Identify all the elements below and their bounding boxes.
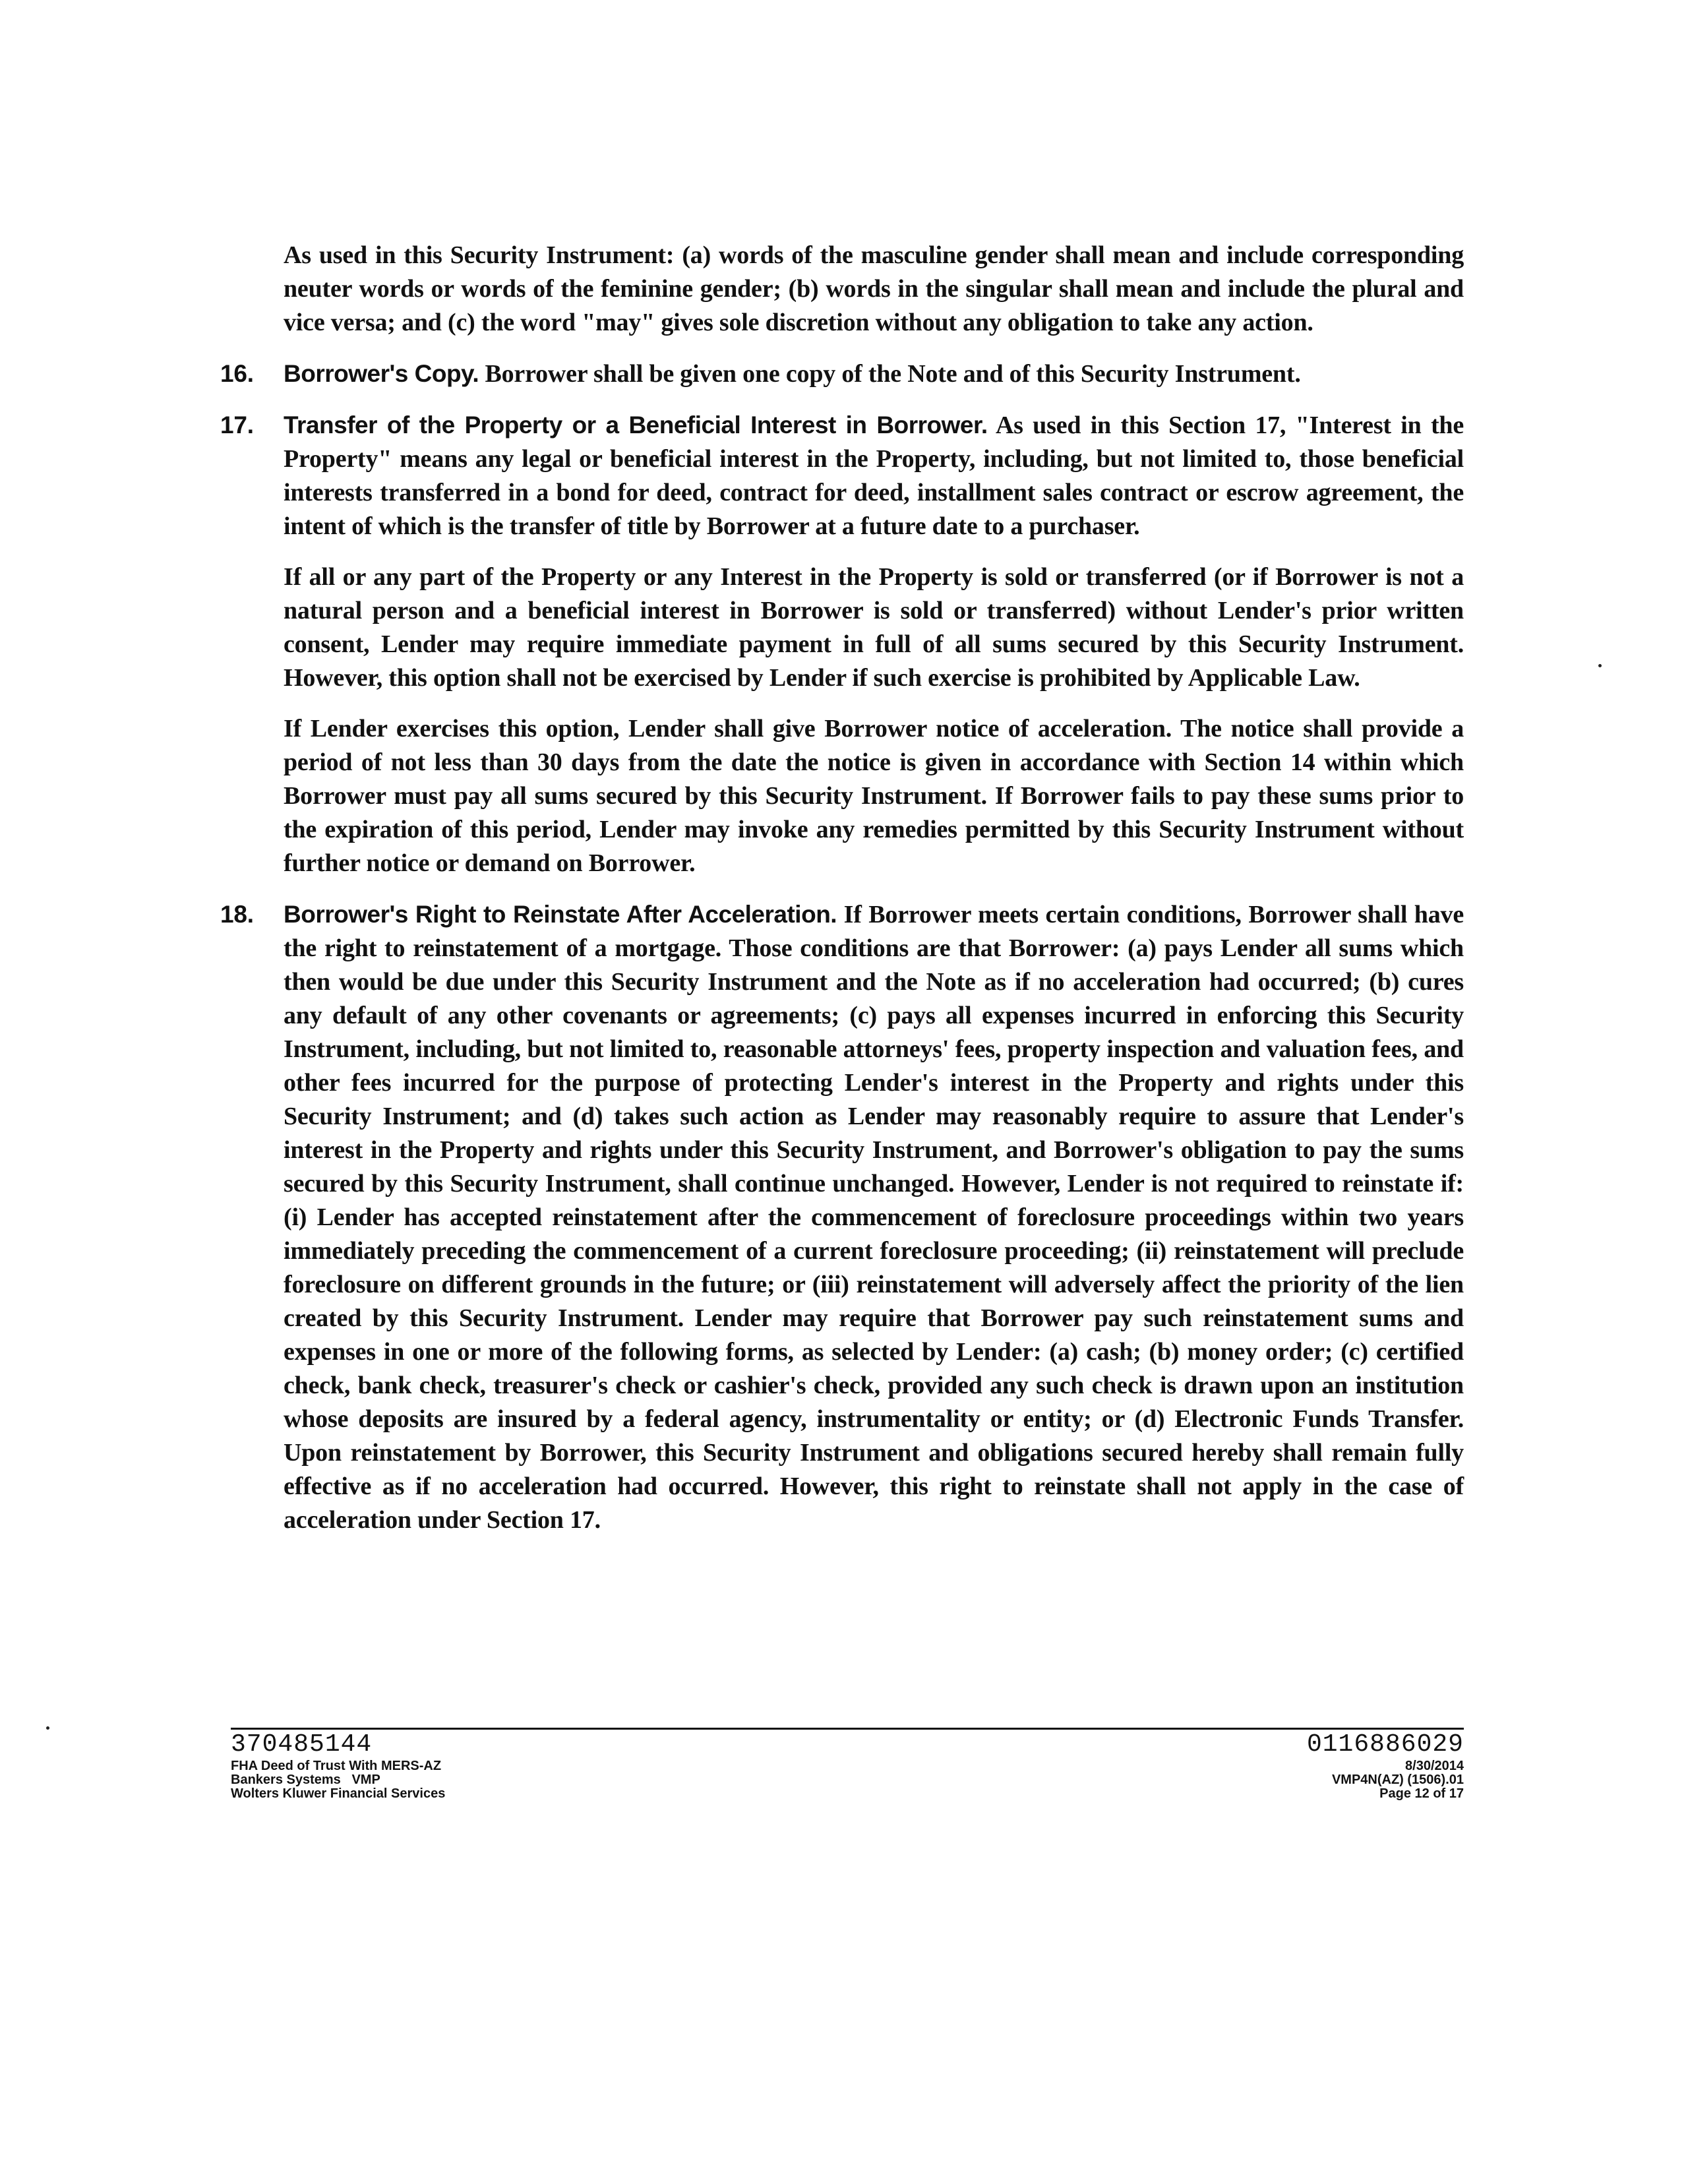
- footer-loan-number: 370485144: [231, 1730, 373, 1759]
- footer-left: [231, 1730, 445, 1801]
- section-17: [220, 408, 1464, 880]
- footer-form-name: FHA Deed of Trust With MERS-AZ: [231, 1759, 442, 1773]
- footer-date: 8/30/2014: [1405, 1759, 1464, 1773]
- section-paragraph: [284, 357, 1464, 391]
- section-text: Borrower shall be given one copy of the Note and of this Security Instrument.: [479, 360, 1301, 388]
- footer-systems: Bankers Systems VMP: [231, 1773, 380, 1787]
- section-number: 18.: [220, 901, 254, 928]
- document-body: [220, 239, 1464, 1537]
- section-heading: Borrower's Right to Reinstate After Acceleration.: [284, 901, 837, 928]
- footer-rule: [231, 1728, 1464, 1730]
- section-16: [220, 357, 1464, 391]
- section-heading: Borrower's Copy.: [284, 360, 479, 387]
- intro-paragraph: As used in this Security Instrument: (a) words of the masculine gender shall mean and include corresponding neuter words or words of the feminine gender; (b) words in the singular shall mean and include the plural and vice versa; and (c) the word "may" gives sole discretion without any obligation to take any action.: [284, 241, 1464, 336]
- section-text: If Borrower meets certain conditions, Borrower shall have the right to reinstatement of a mortgage. Those conditions are that Borrower: (a) pays Lender all sums which then would be due under this Security Instrument and the Note as if no acceleration had occurred; (b) cures any default of any other covenants or agreements; (c) pays all expenses incurred in enforcing this Security Instrument, including, but not limited to, reasonable attorneys' fees, property inspection and valuation fees, and other fees incurred for the purpose of protecting Lender's interest in the Property and rights under this Security Instrument; and (d) takes such action as Lender may reasonably require to assure that Lender's interest in the Property and rights under this Security Instrument, and Borrower's obligation to pay the sums secured by this Security Instrument, shall continue unchanged. However, Lender is not required to reinstate if: (i) Lender has accepted reinstatement after the commencement of foreclosure proceedings within two years immediately preceding the commencement of a current foreclosure proceeding; (ii) reinstatement will preclude foreclosure on different grounds in the future; or (iii) reinstatement will adversely affect the priority of the lien created by this Security Instrument. Lender may require that Borrower pay such reinstatement sums and expenses in one or more of the following forms, as selected by Lender: (a) cash; (b) money order; (c) certified check, bank check, treasurer's check or cashier's check, provided any such check is drawn upon an institution whose deposits are insured by a federal agency, instrumentality or entity; or (d) Electronic Funds Transfer. Upon reinstatement by Borrower, this Security Instrument and obligations secured hereby shall remain fully effective as if no acceleration had occurred. However, this right to reinstate shall not apply in the case of acceleration under Section 17.: [284, 901, 1464, 1534]
- section-paragraph: [284, 408, 1464, 543]
- section-17-acceleration-paragraph: If Lender exercises this option, Lender shall give Borrower notice of acceleration. The notice shall provide a period of not less than 30 days from the date the notice is given in accordance with Section 14 within which Borrower must pay all sums secured by this Security Instrument. If Borrower fails to pay these sums prior to the expiration of this period, Lender may invoke any remedies permitted by this Security Instrument without further notice or demand on Borrower.: [284, 715, 1464, 877]
- footer-form-code: VMP4N(AZ) (1506).01: [1331, 1773, 1464, 1787]
- footer-reference-number: 0116886029: [1306, 1730, 1464, 1759]
- section-paragraph: [284, 897, 1464, 1537]
- scan-speck: [46, 1726, 49, 1730]
- section-18: [220, 897, 1464, 1537]
- section-17-transfer-paragraph: If all or any part of the Property or any Interest in the Property is sold or transferred (or if Borrower is not a natural person and a beneficial interest in Borrower is sold or transferred) without Lender's prior written consent, Lender may require immediate payment in full of all sums secured by this Security Instrument. However, this option shall not be exercised by Lender if such exercise is prohibited by Applicable Law.: [284, 563, 1464, 692]
- section-heading: Transfer of the Property or a Beneficial Interest in Borrower.: [284, 411, 988, 439]
- footer-page-number: Page 12 of 17: [1379, 1786, 1464, 1801]
- section-text: As used in this Section 17, "Interest in the Property" means any legal or beneficial interest in the Property, including, but not limited to, those beneficial interests transferred in a bond for deed, contract for deed, installment sales contract or escrow agreement, the intent of which is the transfer of title by Borrower at a future date to a purchaser.: [284, 411, 1464, 540]
- footer-company: Wolters Kluwer Financial Services: [231, 1786, 446, 1801]
- section-number: 17.: [220, 411, 254, 439]
- section-number: 16.: [220, 360, 254, 387]
- footer-right: [1307, 1730, 1464, 1801]
- scan-speck: [1598, 664, 1602, 667]
